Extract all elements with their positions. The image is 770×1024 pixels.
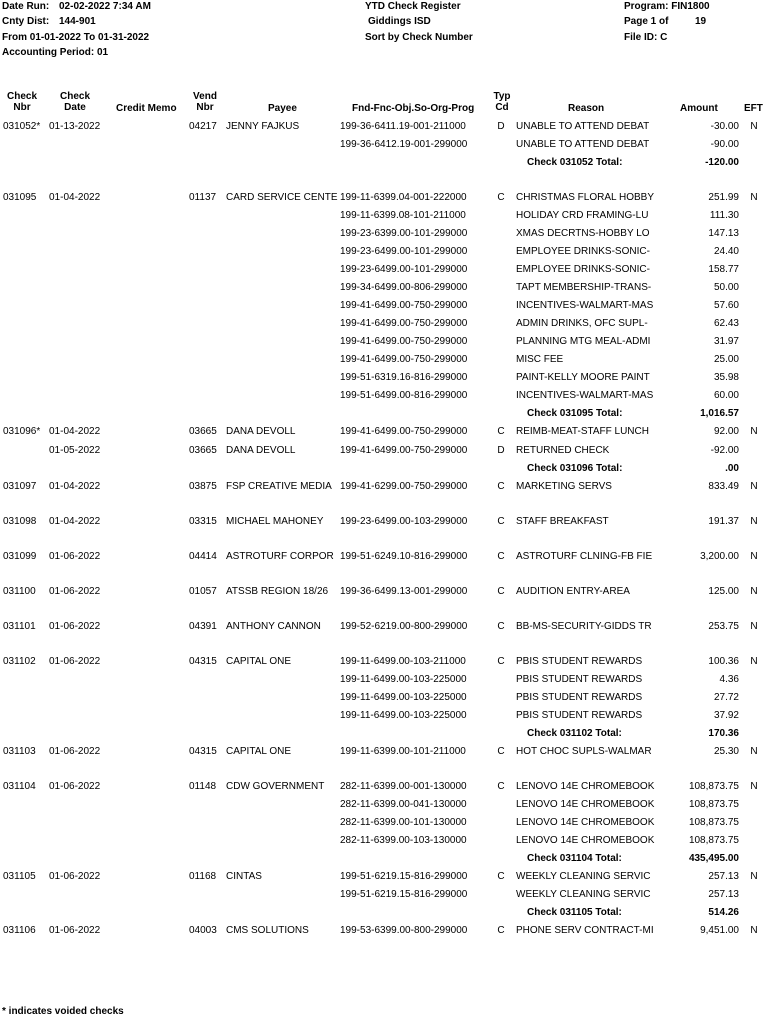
cell-account: 199-23-6499.00-101-299000 [340,264,468,275]
cell-payee: MICHAEL MAHONEY [226,516,324,527]
cell-amount: 108,873.75 [688,781,739,792]
cell-check-date: 01-06-2022 [49,925,101,936]
cell-reason: PBIS STUDENT REWARDS [516,692,643,703]
cell-vend-nbr: 04391 [189,621,217,632]
cell-eft: N [750,656,758,667]
cell-check-nbr: 031099 [3,551,37,562]
cell-check-date: 01-06-2022 [49,781,101,792]
cell-account: 199-11-6499.00-103-225000 [340,692,467,703]
cell-check-nbr: 031097 [3,481,37,492]
cell-reason: INCENTIVES-WALMART-MAS [516,390,654,401]
check-total-amount: .00 [725,463,739,474]
cell-typ-cd: C [497,925,505,936]
cell-check-nbr: 031100 [3,586,36,597]
cell-amount: 25.30 [713,746,739,757]
cell-check-nbr: 031105 [3,871,36,882]
cell-account: 199-34-6499.00-806-299000 [340,282,468,293]
cell-account: 199-51-6219.15-816-299000 [340,871,468,882]
col-typ-cd-line1: Typ [493,91,511,102]
cell-amount: -92.00 [710,445,739,456]
file-id: File ID: C [624,32,668,43]
cell-payee: CAPITAL ONE [226,656,292,667]
cell-reason: RETURNED CHECK [516,445,610,456]
cell-reason: EMPLOYEE DRINKS-SONIC- [516,246,650,257]
cell-account: 199-41-6499.00-750-299000 [340,354,468,365]
cell-amount: 253.75 [708,621,739,632]
cell-typ-cd: C [497,551,505,562]
cell-amount: 111.30 [709,210,739,221]
cell-eft: N [750,121,758,132]
cell-account: 199-41-6499.00-750-299000 [340,445,468,456]
col-reason: Reason [568,103,605,114]
cell-check-date: 01-06-2022 [49,586,101,597]
cell-payee: JENNY FAJKUS [226,121,300,132]
cell-account: 199-41-6499.00-750-299000 [340,426,468,437]
cell-amount: 158.77 [708,264,739,275]
cell-vend-nbr: 04003 [189,925,217,936]
cell-check-nbr: 031095 [3,192,37,203]
cell-reason: ADMIN DRINKS, OFC SUPL- [516,318,648,329]
cell-reason: LENOVO 14E CHROMEBOOK [516,835,655,846]
district-name: Giddings ISD [368,16,431,27]
cell-vend-nbr: 01137 [189,192,217,203]
col-credit-memo: Credit Memo [116,103,177,114]
cell-amount: 35.98 [713,372,739,383]
col-check-date-line1: Check [59,91,90,102]
cell-reason: PBIS STUDENT REWARDS [516,674,643,685]
check-total-label: Check 031096 Total: [527,463,623,474]
cell-amount: 3,200.00 [700,551,739,562]
cell-check-date: 01-04-2022 [49,516,101,527]
cell-eft: N [750,481,758,492]
cell-reason: TAPT MEMBERSHIP-TRANS- [516,282,652,293]
cell-check-nbr: 031103 [3,746,36,757]
date-range: From 01-01-2022 To 01-31-2022 [2,32,150,43]
cell-vend-nbr: 04315 [189,656,217,667]
cell-amount: 50.00 [713,282,739,293]
sort-order: Sort by Check Number [365,32,473,43]
cell-reason: HOLIDAY CRD FRAMING-LU [516,210,649,221]
cell-amount: 108,873.75 [688,817,739,828]
cell-payee: ATSSB REGION 18/26 [226,586,329,597]
cell-amount: 9,451.00 [700,925,739,936]
cell-account: 199-11-6499.00-103-211000 [340,656,466,667]
date-run-label: Date Run: [2,1,50,12]
cell-amount: 37.92 [713,710,739,721]
cell-amount: 125.00 [708,586,739,597]
cell-reason: BB-MS-SECURITY-GIDDS TR [516,621,652,632]
cell-eft: N [750,551,758,562]
cell-typ-cd: C [497,192,505,203]
cell-amount: 147.13 [708,228,739,239]
cell-amount: 108,873.75 [688,799,739,810]
cell-account: 199-51-6249.10-816-299000 [340,551,468,562]
date-run-value: 02-02-2022 7:34 AM [59,1,151,12]
cell-account: 282-11-6399.00-103-130000 [340,835,467,846]
cell-amount: 257.13 [708,871,739,882]
cell-amount: -30.00 [710,121,739,132]
cell-typ-cd: C [497,516,505,527]
cell-vend-nbr: 04315 [189,746,217,757]
cell-reason: WEEKLY CLEANING SERVIC [516,889,651,900]
cell-amount: 62.43 [713,318,739,329]
cell-amount: 25.00 [713,354,739,365]
cell-account: 199-41-6299.00-750-299000 [340,481,468,492]
accounting-period: Accounting Period: 01 [2,47,109,58]
check-total-label: Check 031104 Total: [527,853,622,864]
check-total-label: Check 031105 Total: [527,907,622,918]
cell-account: 199-41-6499.00-750-299000 [340,318,468,329]
cell-typ-cd: C [497,481,505,492]
col-typ-cd-line2: Cd [495,102,509,113]
cell-reason: AUDITION ENTRY-AREA [516,586,630,597]
cell-check-nbr: 031101 [3,621,36,632]
cell-account: 199-52-6219.00-800-299000 [340,621,468,632]
cell-reason: ASTROTURF CLNING-FB FIE [516,551,653,562]
cell-vend-nbr: 03315 [189,516,217,527]
cell-eft: N [750,516,758,527]
cell-reason: REIMB-MEAT-STAFF LUNCH [516,426,649,437]
col-check-date-line2: Date [64,102,86,113]
check-total-amount: -120.00 [705,157,739,168]
cell-eft: N [750,746,758,757]
cell-reason: LENOVO 14E CHROMEBOOK [516,799,655,810]
cell-amount: 31.97 [713,336,739,347]
cell-check-date: 01-04-2022 [49,192,101,203]
col-check-date [52,91,98,113]
cell-account: 199-41-6499.00-750-299000 [340,336,468,347]
cell-vend-nbr: 01168 [189,871,217,882]
check-total-label: Check 031052 Total: [527,157,623,168]
cell-check-date: 01-06-2022 [49,551,101,562]
cell-payee: CARD SERVICE CENTE [226,192,338,203]
cell-account: 199-11-6399.04-001-222000 [340,192,467,203]
col-vend-nbr-line1: Vend [193,91,217,102]
cell-eft: N [750,586,758,597]
cell-eft: N [750,925,758,936]
cell-check-date: 01-13-2022 [49,121,101,132]
cell-reason: LENOVO 14E CHROMEBOOK [516,781,655,792]
col-account: Fnd-Fnc-Obj.So-Org-Prog [352,103,475,114]
cell-typ-cd: C [497,871,505,882]
footer-note: * indicates voided checks [2,1006,124,1017]
cell-reason: EMPLOYEE DRINKS-SONIC- [516,264,650,275]
cell-account: 199-51-6319.16-816-299000 [340,372,468,383]
check-total-amount: 514.26 [708,907,739,918]
cell-eft: N [750,871,758,882]
cell-amount: 92.00 [713,426,739,437]
cell-check-nbr: 031052* [3,121,41,132]
cell-payee: CAPITAL ONE [226,746,292,757]
cell-account: 282-11-6399.00-041-130000 [340,799,467,810]
report-title: YTD Check Register [365,1,461,12]
cell-eft: N [750,426,758,437]
cnty-dist-label: Cnty Dist: [2,16,50,27]
cell-typ-cd: C [497,426,505,437]
cell-vend-nbr: 03875 [189,481,217,492]
cell-account: 199-36-6412.19-001-299000 [340,139,468,150]
cell-check-nbr: 031098 [3,516,37,527]
col-eft: EFT [744,103,763,114]
cell-amount: 251.99 [708,192,739,203]
cell-check-date: 01-06-2022 [49,656,101,667]
cell-account: 282-11-6399.00-101-130000 [340,817,467,828]
cell-reason: XMAS DECRTNS-HOBBY LO [516,228,650,239]
cell-reason: HOT CHOC SUPLS-WALMAR [516,746,652,757]
cell-reason: CHRISTMAS FLORAL HOBBY [516,192,654,203]
cell-reason: MARKETING SERVS [516,481,612,492]
col-check-nbr [2,91,42,113]
cell-account: 199-41-6499.00-750-299000 [340,300,468,311]
page-total: 19 [695,16,707,27]
cell-account: 199-36-6499.13-001-299000 [340,586,468,597]
col-vend-nbr-line2: Nbr [196,102,214,113]
cell-check-nbr: 031096* [3,426,41,437]
cell-check-date: 01-04-2022 [49,426,101,437]
cell-payee: CINTAS [226,871,262,882]
col-amount: Amount [680,103,718,114]
cell-check-nbr: 031106 [3,925,36,936]
cell-account: 282-11-6399.00-001-130000 [340,781,467,792]
program-id: Program: FIN1800 [624,1,710,12]
cell-check-date: 01-04-2022 [49,481,101,492]
cell-amount: 833.49 [708,481,739,492]
cell-typ-cd: C [497,781,505,792]
cell-reason: PHONE SERV CONTRACT-MI [516,925,654,936]
cell-check-nbr: 031104 [3,781,36,792]
cell-amount: -90.00 [710,139,739,150]
cell-typ-cd: C [497,586,505,597]
check-total-amount: 435,495.00 [688,853,739,864]
cell-reason: INCENTIVES-WALMART-MAS [516,300,654,311]
cell-reason: PBIS STUDENT REWARDS [516,710,643,721]
cell-amount: 108,873.75 [688,835,739,846]
page-label: Page 1 of [624,16,669,27]
cell-payee: FSP CREATIVE MEDIA [226,481,332,492]
cell-reason: PBIS STUDENT REWARDS [516,656,643,667]
cell-vend-nbr: 01148 [189,781,217,792]
cell-account: 199-23-6399.00-101-299000 [340,228,468,239]
cell-check-date: 01-05-2022 [49,445,101,456]
cnty-dist-value: 144-901 [59,16,96,27]
cell-account: 199-23-6499.00-103-299000 [340,516,468,527]
cell-account: 199-11-6399.08-101-211000 [340,210,466,221]
cell-vend-nbr: 04217 [189,121,217,132]
cell-eft: N [750,192,758,203]
check-total-label: Check 031102 Total: [527,728,622,739]
col-check-nbr-line1: Check [6,91,37,102]
cell-amount: 100.36 [708,656,739,667]
cell-check-date: 01-06-2022 [49,746,101,757]
cell-amount: 57.60 [713,300,739,311]
check-total-label: Check 031095 Total: [527,408,623,419]
cell-payee: DANA DEVOLL [226,445,296,456]
cell-payee: ASTROTURF CORPOR [226,551,334,562]
col-vend-nbr [188,91,222,113]
cell-reason: PLANNING MTG MEAL-ADMI [516,336,651,347]
cell-reason: WEEKLY CLEANING SERVIC [516,871,651,882]
check-total-amount: 1,016.57 [700,408,739,419]
cell-vend-nbr: 03665 [189,426,217,437]
cell-typ-cd: C [497,746,505,757]
cell-account: 199-51-6499.00-816-299000 [340,390,468,401]
cell-reason: PAINT-KELLY MOORE PAINT [516,372,650,383]
cell-payee: CMS SOLUTIONS [226,925,309,936]
cell-eft: N [750,781,758,792]
cell-account: 199-23-6499.00-101-299000 [340,246,468,257]
cell-amount: 191.37 [708,516,739,527]
cell-account: 199-11-6499.00-103-225000 [340,674,467,685]
cell-typ-cd: C [497,656,505,667]
cell-check-nbr: 031102 [3,656,36,667]
cell-payee: CDW GOVERNMENT [226,781,325,792]
cell-account: 199-36-6411.19-001-211000 [340,121,466,132]
cell-typ-cd: D [497,445,505,456]
cell-reason: STAFF BREAKFAST [516,516,609,527]
cell-reason: MISC FEE [516,354,564,365]
cell-check-date: 01-06-2022 [49,871,101,882]
cell-account: 199-11-6399.00-101-211000 [340,746,466,757]
cell-amount: 24.40 [713,246,739,257]
cell-typ-cd: C [497,621,505,632]
cell-vend-nbr: 04414 [189,551,217,562]
cell-reason: UNABLE TO ATTEND DEBAT [516,139,650,150]
cell-reason: LENOVO 14E CHROMEBOOK [516,817,655,828]
cell-check-date: 01-06-2022 [49,621,101,632]
cell-payee: DANA DEVOLL [226,426,296,437]
cell-payee: ANTHONY CANNON [226,621,321,632]
cell-account: 199-11-6499.00-103-225000 [340,710,467,721]
col-payee: Payee [268,103,297,114]
cell-reason: UNABLE TO ATTEND DEBAT [516,121,650,132]
col-typ-cd [490,91,514,113]
cell-vend-nbr: 01057 [189,586,217,597]
col-check-nbr-line2: Nbr [13,102,31,113]
cell-account: 199-51-6219.15-816-299000 [340,889,468,900]
cell-account: 199-53-6399.00-800-299000 [340,925,468,936]
cell-typ-cd: D [497,121,505,132]
cell-eft: N [750,621,758,632]
cell-amount: 60.00 [713,390,739,401]
cell-amount: 257.13 [708,889,739,900]
cell-vend-nbr: 03665 [189,445,217,456]
check-total-amount: 170.36 [708,728,739,739]
cell-amount: 4.36 [719,674,739,685]
cell-amount: 27.72 [713,692,739,703]
